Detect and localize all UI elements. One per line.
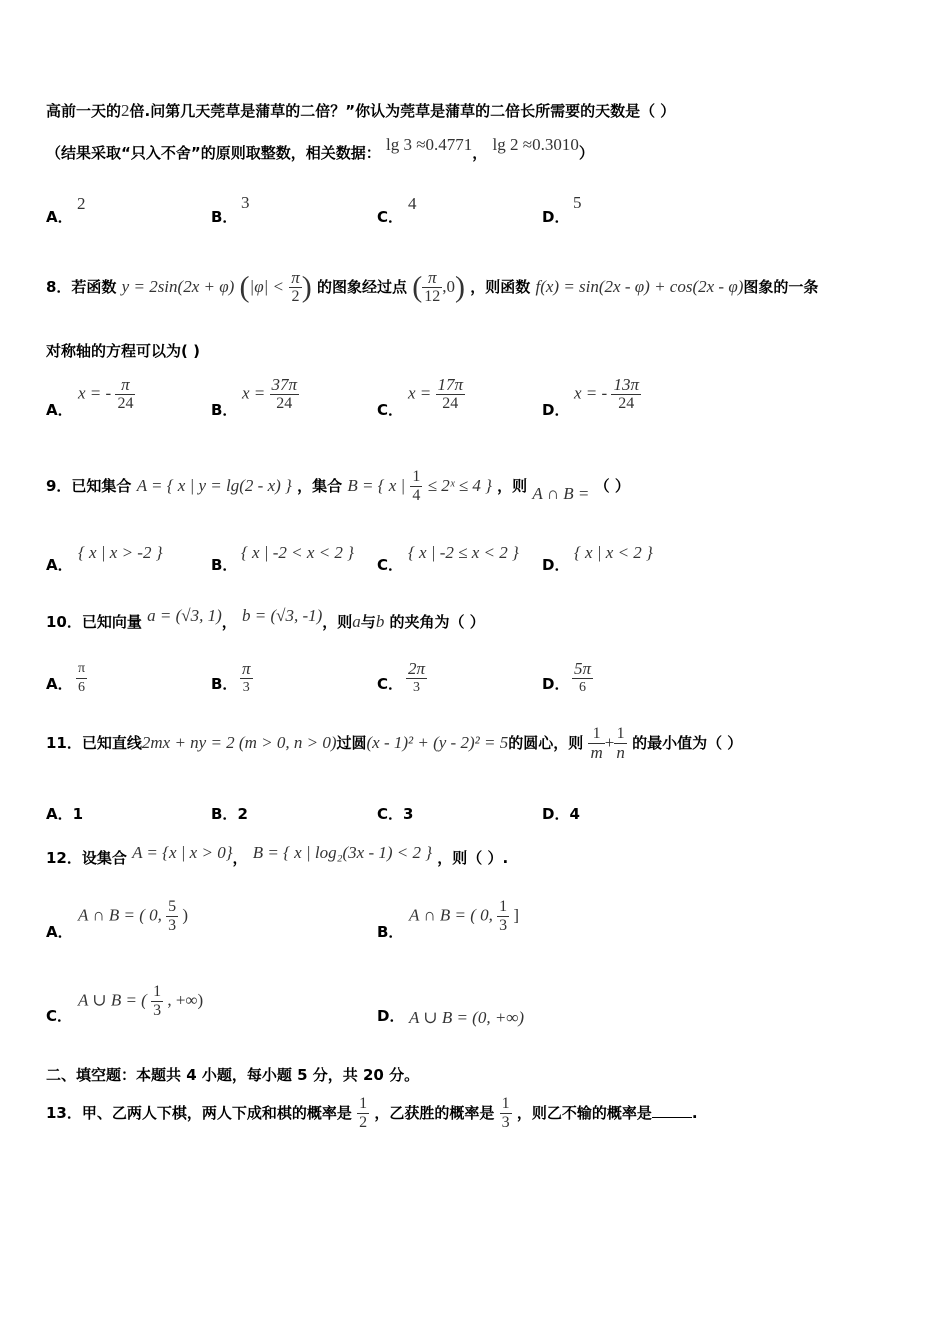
option-label: A． [46,208,73,226]
q8-cond: |φ| < [249,277,284,296]
q10-option-c-value [406,660,427,697]
frac-den: 3 [242,680,250,695]
frac-num: 37π [271,375,298,394]
q13-text-a: 13．甲、乙两人下棋，两人下成和棋的概率是 [46,1104,352,1122]
opt-pre: A ∩ B = ( 0, [409,905,493,925]
q9-inter: A ∩ B = [532,484,590,503]
opt-pre: A ∩ B = ( 0, [78,905,162,925]
q9-setB-frac [410,468,422,505]
option-label: B． [377,923,404,941]
q10-option-d[interactable] [542,674,569,694]
opt-post: ] [513,905,520,925]
q9-setB-pre: B = { x | [347,476,406,495]
q11-text-b: 过圆 [336,734,367,752]
option-value: 3 [403,805,414,823]
q7-option-a[interactable] [46,207,73,227]
opt-frac [611,376,641,413]
q7-comma: ， [472,144,488,162]
q8-cond-frac [289,269,302,306]
frac-num: 13π [613,375,639,394]
option-label: C． [377,805,404,823]
option-label: B． [211,805,238,823]
q12-option-c[interactable] [46,1006,72,1026]
q10-b: b [375,612,385,631]
option-label: C． [377,401,404,419]
q11-circle: (x - 1)² + (y - 2)² = 5 [366,733,509,752]
q7-number-two: 2 [121,101,130,120]
q12-text-b: ，则（ ）. [437,849,509,867]
opt-frac [166,898,178,935]
q10-option-d-value [572,660,593,697]
frac-den: 12 [424,288,441,305]
frac-den: n [616,743,625,762]
q11-option-b[interactable] [211,804,248,824]
option-label: D． [542,401,570,419]
frac-num: 2π [408,659,426,678]
q12-number: 12．设集合 [46,849,127,867]
q7-lg3: lg 3 ≈0.4771 [385,135,473,154]
opt-prefix: x = [408,383,432,403]
opt-frac [572,660,593,697]
q12-comma: ， [232,849,248,867]
option-value: 4 [569,805,580,823]
option-label: C． [46,1007,73,1025]
frac-den: 3 [413,680,421,695]
frac-num: 1 [501,1095,510,1112]
q8-option-a[interactable] [46,400,73,420]
q8-option-c[interactable] [377,400,403,420]
q10-option-a[interactable] [46,674,73,694]
frac-den: 3 [499,917,508,934]
option-label: A． [46,401,73,419]
frac-num: π [422,269,442,288]
q13-answer-blank[interactable] [652,1117,692,1118]
q9-number: 9．已知集合 [46,477,132,495]
frac-den: 24 [117,395,134,412]
q7-line1 [46,101,675,121]
frac-num: 5π [574,659,592,678]
option-label: D． [542,208,570,226]
opt-pre: A ∪ B = ( [78,990,147,1010]
opt-prefix: x = - [78,383,112,403]
q7-line2 [46,135,594,163]
q11-frac2 [614,725,627,762]
frac-den: 24 [618,395,635,412]
option-label: B． [211,401,238,419]
q8-option-b[interactable] [211,400,237,420]
q10-text-b: ，则 [322,613,353,631]
frac-den: 3 [168,917,177,934]
q8-number: 8．若函数 [46,278,117,296]
q7-lg2: lg 2 ≈0.3010 [492,135,579,154]
frac-num: 1 [412,468,421,485]
q9-option-a-value: { x | x > -2 } [78,543,163,562]
option-value: 2 [237,805,248,823]
option-label: B． [211,556,238,574]
frac-num: 17π [437,375,464,394]
q12-option-d[interactable] [377,1006,404,1026]
q8-option-d[interactable] [542,400,569,420]
q9-option-c-value: { x | -2 ≤ x < 2 } [408,543,519,562]
q7-hint: （结果采取“只入不舍”的原则取整数，相关数据： [46,144,381,162]
frac-den: 6 [579,680,587,695]
q12-setB: B = { x | log₂(3x - 1) < 2 } [252,843,433,862]
q11-option-a[interactable] [46,804,83,824]
q8-func: y = 2sin(2x + φ) [121,277,235,296]
q9-setA: A = { x | y = lg(2 - x) } [136,476,292,495]
q11-frac1 [588,725,604,762]
frac-den: m [590,743,603,762]
q7-text-b: 倍.问第几天莞草是蒲草的二倍？”你认为莞草是蒲草的二倍长所需要的天数是（ ） [129,102,676,120]
q8-option-d-value [574,376,641,413]
q7-option-b[interactable] [211,207,237,227]
q9-option-d-value: { x | x < 2 } [574,543,653,562]
option-label: A． [46,923,73,941]
q11-number: 11．已知直线 [46,734,142,752]
q9-option-a[interactable] [46,555,73,575]
frac-den: 3 [153,1002,162,1019]
opt-frac [240,660,253,697]
option-label: C． [377,675,404,693]
q12-option-b[interactable] [377,922,403,942]
q8-line2: 对称轴的方程可以为( ) [46,342,200,360]
opt-post: , +∞) [167,990,204,1010]
q10-number: 10．已知向量 [46,613,142,631]
q7-option-c[interactable] [377,207,403,227]
option-label: C． [377,208,404,226]
q10-vec-b: b = (√3, -1) [241,606,323,625]
q12-line [46,843,509,868]
option-label: A． [46,805,73,823]
opt-frac [76,660,87,697]
q13-end: . [691,1104,698,1122]
q10-a: a [352,612,361,631]
q11-text-c: 的圆心，则 [508,734,584,752]
q10-option-a-value [76,660,87,697]
q8-line1 [46,264,818,311]
q8-pt-open: ( [412,270,423,304]
q8-option-a-value [78,376,135,413]
q8-pt-close: ) [455,270,465,304]
q12-option-d-value: A ∪ B = (0, +∞) [409,1008,525,1027]
q7-option-d[interactable] [542,207,569,227]
frac-num: π [291,268,300,287]
q11-option-d[interactable] [542,804,580,824]
opt-frac [270,376,300,413]
q7-text-a: 高前一天的 [46,102,122,120]
q8-pt-rest: ,0 [442,277,455,296]
option-label: D． [542,675,570,693]
opt-frac [497,898,509,935]
q12-setA: A = {x | x > 0} [132,843,233,862]
q9-paren: （ ） [594,477,630,495]
frac-num: π [115,376,135,395]
q11-option-c[interactable] [377,804,413,824]
q9-text-b: ，集合 [297,477,343,495]
q8-text-b: 的图象经过点 [317,278,408,296]
q9-line [46,462,630,510]
q7-option-b-value: 3 [241,193,250,212]
q9-option-b[interactable] [211,555,237,575]
opt-frac [436,376,466,413]
opt-frac [406,660,427,697]
q9-option-d[interactable] [542,555,569,575]
frac-num: 5 [168,898,177,915]
q9-option-b-value: { x | -2 < x < 2 } [241,543,354,562]
opt-post: ) [182,905,189,925]
option-label: A． [46,675,73,693]
option-label: B． [211,675,238,693]
q8-pt-frac [422,269,442,306]
q7-close: ） [578,144,594,162]
q10-option-b[interactable] [211,674,237,694]
opt-prefix: x = - [574,383,608,403]
option-label: A． [46,556,73,574]
q13-text-b: ，乙获胜的概率是 [374,1104,495,1122]
q10-comma: ， [221,613,237,631]
frac-num: 1 [614,725,627,744]
frac-den: 4 [412,487,421,504]
q10-line [46,606,485,632]
opt-frac [115,376,135,413]
frac-den: 24 [276,395,293,412]
option-label: B． [211,208,238,226]
q11-line-eq: 2mx + ny = 2 (m > 0, n > 0) [141,733,337,752]
q7-option-c-value: 4 [408,194,417,213]
q9-text-c: ，则 [497,477,528,495]
q8-text-d: 图象的一条 [743,278,819,296]
q13-frac2 [500,1095,512,1132]
frac-num: 1 [588,725,604,744]
frac-den: 3 [501,1114,510,1131]
frac-num: 1 [153,983,162,1000]
q13-text-c: ，则乙不输的概率是 [516,1104,652,1122]
q10-text-c: 的夹角为（ ） [389,613,485,631]
q8-func2: f(x) = sin(2x - φ) + cos(2x - φ) [535,277,744,296]
frac-num: 1 [359,1095,368,1112]
option-label: D． [542,556,570,574]
q12-option-c-value [78,983,203,1020]
q12-option-b-value [409,898,519,935]
q10-yu: 与 [360,613,376,631]
q11-plus: + [604,733,615,752]
frac-den: 24 [442,395,459,412]
q8-paren-close: ) [301,270,312,304]
q10-vec-a: a = (√3, 1) [147,606,222,625]
q11-text-d: 的最小值为（ ） [632,734,743,752]
option-label: C． [377,556,404,574]
option-label: D． [377,1007,405,1025]
frac-den: 2 [359,1114,368,1131]
q8-paren-open: ( [239,270,250,304]
q10-option-c[interactable] [377,674,403,694]
option-value: 1 [72,805,84,823]
q7-option-d-value: 5 [573,193,582,212]
frac-num: 1 [499,898,508,915]
frac-den: 2 [291,288,300,305]
q12-option-a[interactable] [46,922,73,942]
q13-frac1 [357,1095,369,1132]
q8-option-c-value [408,376,465,413]
q13-line [46,1090,698,1136]
option-label: D． [542,805,570,823]
q8-text-c: ，则函数 [470,278,531,296]
q10-option-b-value [240,660,253,697]
frac-den: 6 [78,680,86,695]
q12-option-a-value [78,898,188,935]
frac-num: π [76,660,87,679]
q9-option-c[interactable] [377,555,403,575]
q11-line [46,720,742,766]
opt-prefix: x = [242,383,266,403]
q7-option-a-value: 2 [77,194,86,213]
frac-num: π [242,659,251,678]
opt-frac [151,983,163,1020]
q9-setB-post: ≤ 2ˣ ≤ 4 } [427,476,492,495]
q8-option-b-value [242,376,299,413]
section2-heading: 二、填空题：本题共 4 小题，每小题 5 分，共 20 分。 [46,1066,420,1084]
